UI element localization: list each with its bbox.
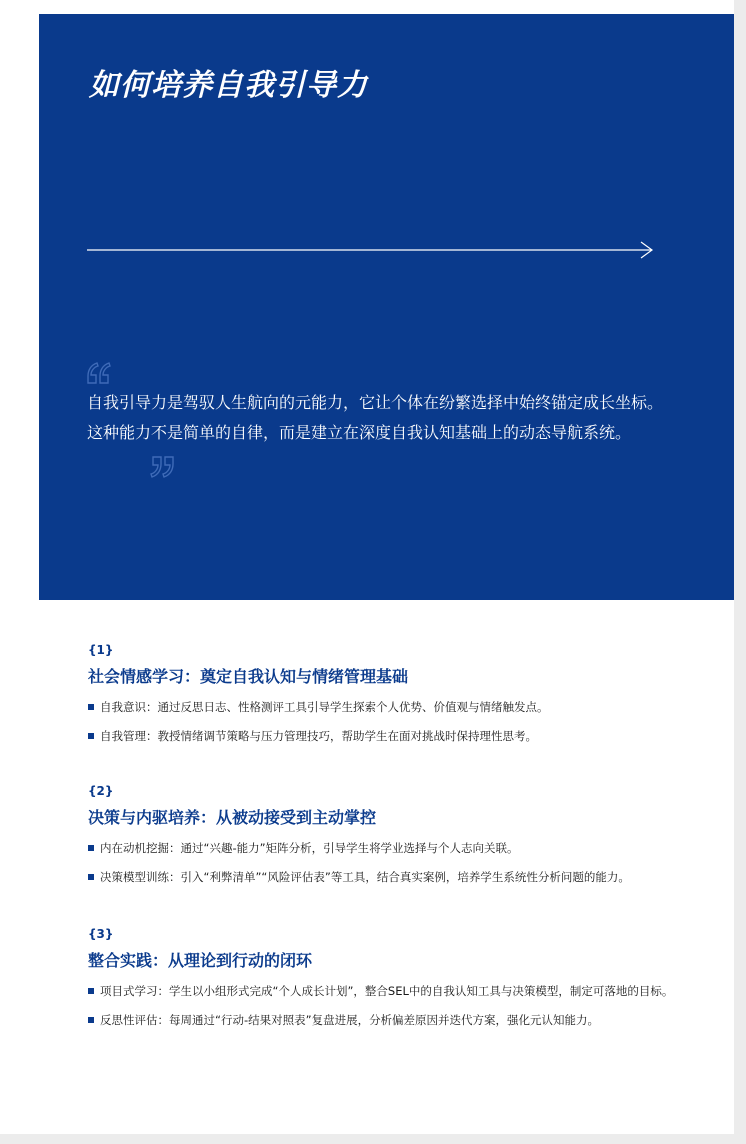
list-item [88,839,698,857]
section-number: {2} [88,784,114,798]
bullet-square-icon [88,733,94,739]
list-item-text: 反思性评估：每周通过“行动-结果对照表”复盘进展，分析偏差原因并迭代方案，强化元认知能力。 [100,1013,600,1027]
bullet-square-icon [88,874,94,880]
hero-quote-text: 自我引导力是驾驭人生航向的元能力，它让个体在纷繁选择中始终锚定成长坐标。这种能力不是简单的自律，而是建立在深度自我认知基础上的动态导航系统。 [87,393,664,442]
bullet-square-icon [88,988,94,994]
list-item [88,982,698,1000]
list-item [88,868,698,886]
list-item [88,698,698,716]
section-number: {3} [88,927,114,941]
list-item [88,1011,698,1029]
list-item-text: 自我管理：教授情绪调节策略与压力管理技巧，帮助学生在面对挑战时保持理性思考。 [100,729,537,743]
section-3 [88,926,698,1040]
section-number: {1} [88,643,114,657]
section-list [88,982,698,1029]
bullet-square-icon [88,704,94,710]
bullet-square-icon [88,1017,94,1023]
bullet-square-icon [88,845,94,851]
quote-close-icon [149,454,175,480]
list-item-text: 项目式学习：学生以小组形式完成“个人成长计划”，整合SEL中的自我认知工具与决策模型，制定可落地的目标。 [100,984,674,998]
page-title: 如何培养自我引导力 [89,68,368,103]
section-1 [88,642,698,756]
list-item [88,727,698,745]
section-title: 整合实践：从理论到行动的闭环 [88,951,313,970]
list-item-text: 自我意识：通过反思日志、性格测评工具引导学生探索个人优势、价值观与情绪触发点。 [100,700,549,714]
section-2 [88,783,698,897]
right-arrow-icon [87,240,655,260]
list-item-text: 决策模型训练：引入“利弊清单”“风险评估表”等工具，结合真实案例，培养学生系统性分析问题的能力。 [100,870,630,884]
list-item-text: 内在动机挖掘：通过“兴趣-能力”矩阵分析，引导学生将学业选择与个人志向关联。 [100,841,519,855]
section-title: 社会情感学习：奠定自我认知与情绪管理基础 [88,667,409,686]
section-list [88,698,698,745]
section-title: 决策与内驱培养：从被动接受到主动掌控 [88,808,377,827]
quote-open-icon [86,360,112,386]
section-list [88,839,698,886]
hero-banner [39,14,734,600]
